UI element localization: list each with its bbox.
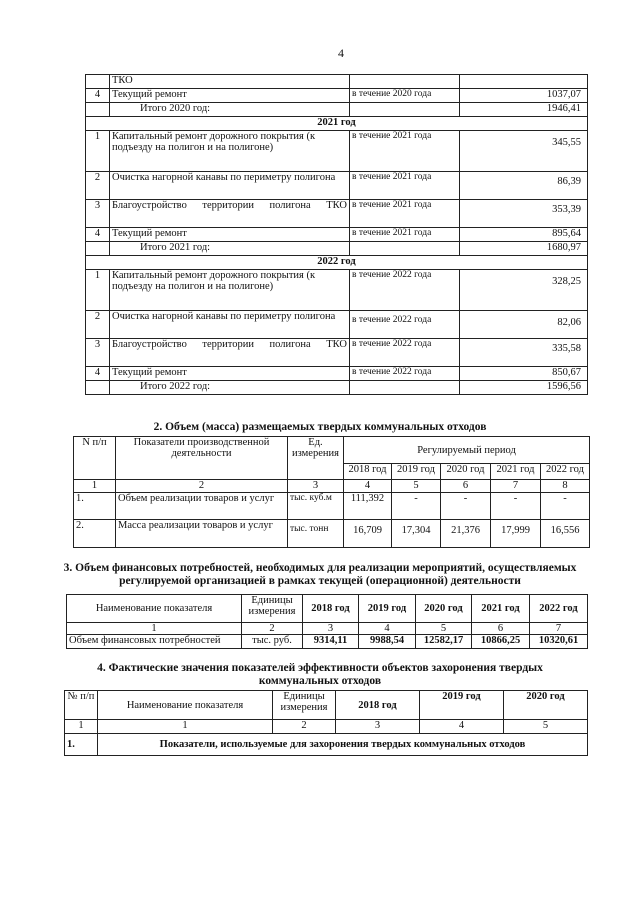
year-header: 2019 год (392, 464, 441, 480)
work-name: Капитальный ремонт дорожного покрытия (к подъезду на полигон и на полигоне) (110, 131, 350, 172)
value-cell: 10866,25 (472, 635, 530, 649)
col-index: 2 (242, 623, 303, 635)
indicator-name: Объем финансовых потребностей (67, 635, 242, 649)
col-index: 1 (67, 623, 242, 635)
col-header-num: № п/п (65, 691, 98, 720)
work-period: в течение 2020 года (350, 89, 460, 103)
year-header: 2020 год (416, 595, 472, 623)
value-cell: - (441, 493, 491, 520)
work-value: 353,39 (460, 200, 588, 228)
indicator-name: Масса реализации товаров и услуг (116, 520, 288, 548)
unit: тыс. тонн (288, 520, 344, 548)
year-header: 2019 год (420, 691, 504, 720)
year-header: 2018 год (344, 464, 392, 480)
index-row (65, 720, 588, 734)
index-row (74, 480, 590, 493)
work-value: 850,67 (460, 367, 588, 381)
row-number: 4 (86, 367, 110, 381)
year-header: 2021 год (472, 595, 530, 623)
table-row (74, 520, 590, 548)
section-4-title-line2: коммунальных отходов (258, 675, 382, 687)
value-cell: 10320,61 (530, 635, 588, 649)
total-value: 1680,97 (460, 242, 588, 256)
year-header: 2018 год (336, 691, 420, 720)
financial-needs-table (66, 594, 588, 649)
row-number: 4 (86, 228, 110, 242)
col-header-period: Регулируемый период (344, 437, 590, 464)
year-header: 2022 год (541, 464, 590, 480)
col-index: 2 (116, 480, 288, 493)
col-index: 4 (420, 720, 504, 734)
year-header (86, 256, 588, 270)
col-index: 5 (504, 720, 588, 734)
value-cell: 17,999 (491, 520, 541, 548)
col-index: 6 (472, 623, 530, 635)
col-header-unit: Ед. измерения (288, 437, 344, 480)
value-cell: 16,556 (541, 520, 590, 548)
col-index: 1 (74, 480, 116, 493)
section-3-title-line1: 3. Объем финансовых потребностей, необходимых для реализации мероприятий, осуществляемых (63, 562, 577, 574)
row-number: 3 (86, 200, 110, 228)
waste-volume-table (73, 436, 590, 548)
work-name: Текущий ремонт (110, 228, 350, 242)
work-value: 86,39 (460, 172, 588, 200)
table-row (86, 270, 588, 311)
col-header-name: Наименование показателя (98, 691, 273, 720)
section-3-title-line2: регулируемой организацией в рамках текущей (операционной) деятельности (119, 575, 521, 587)
col-index: 1 (65, 720, 98, 734)
page-number: 4 (338, 46, 344, 60)
year-label: 2022 год (86, 256, 588, 270)
table-row (86, 311, 588, 339)
total-row (86, 103, 588, 117)
index-row (67, 623, 588, 635)
row-number: 4 (86, 89, 110, 103)
section-4-title-line1: 4. Фактические значения показателей эффективности объектов захоронения твердых (97, 662, 543, 674)
year-header: 2018 год (303, 595, 359, 623)
total-value: 1596,56 (460, 381, 588, 395)
year-header (86, 117, 588, 131)
col-index: 5 (392, 480, 441, 493)
work-name: Текущий ремонт (110, 89, 350, 103)
total-label: Итого 2020 год: (110, 103, 350, 117)
value-cell: 16,709 (344, 520, 392, 548)
value-cell: 12582,17 (416, 635, 472, 649)
work-period: в течение 2022 года (350, 339, 460, 367)
col-index: 7 (530, 623, 588, 635)
work-value: 895,64 (460, 228, 588, 242)
work-name: Капитальный ремонт дорожного покрытия (к подъезду на полигон и на полигоне) (110, 270, 350, 311)
total-label: Итого 2021 год: (110, 242, 350, 256)
work-period: в течение 2021 года (350, 172, 460, 200)
work-value: 82,06 (460, 311, 588, 339)
col-index: 3 (288, 480, 344, 493)
col-header-name: Наименование показателя (67, 595, 242, 623)
total-row (86, 381, 588, 395)
table-row (86, 89, 588, 103)
col-index: 8 (541, 480, 590, 493)
year-header: 2022 год (530, 595, 588, 623)
work-period: в течение 2022 года (350, 270, 460, 311)
value-cell: 21,376 (441, 520, 491, 548)
indicator-name: Объем реализации товаров и услуг (116, 493, 288, 520)
col-index: 1 (98, 720, 273, 734)
work-period: в течение 2022 года (350, 311, 460, 339)
table-row (86, 367, 588, 381)
table-row (86, 75, 588, 89)
work-name: Очистка нагорной канавы по периметру полигона (110, 311, 350, 339)
row-number: 1 (86, 131, 110, 172)
work-name: Благоустройство территории полигона ТКО (110, 200, 350, 228)
col-header-unit: Единицы измерения (242, 595, 303, 623)
section-3-title (0, 562, 640, 588)
table-row (86, 131, 588, 172)
year-header: 2019 год (359, 595, 416, 623)
work-name: ТКО (110, 75, 350, 89)
year-header: 2021 год (491, 464, 541, 480)
row-number: 1. (65, 734, 98, 756)
row-number: 2 (86, 311, 110, 339)
col-index: 3 (336, 720, 420, 734)
row-number: 1 (86, 270, 110, 311)
value-cell: - (392, 493, 441, 520)
col-header-unit: Единицы измерения (273, 691, 336, 720)
col-index: 5 (416, 623, 472, 635)
value-cell: 17,304 (392, 520, 441, 548)
section-4-title (0, 662, 640, 688)
year-label: 2021 год (86, 117, 588, 131)
total-row (86, 242, 588, 256)
col-index: 2 (273, 720, 336, 734)
col-header-indicator: Показатели производственной деятельности (116, 437, 288, 480)
work-value: 1037,07 (460, 89, 588, 103)
row-number: 2 (86, 172, 110, 200)
work-name: Очистка нагорной канавы по периметру полигона (110, 172, 350, 200)
work-name: Текущий ремонт (110, 367, 350, 381)
value-cell: - (541, 493, 590, 520)
work-period: в течение 2022 года (350, 367, 460, 381)
section-2-title: 2. Объем (масса) размещаемых твердых коммунальных отходов (153, 421, 487, 433)
year-header: 2020 год (441, 464, 491, 480)
year-header: 2020 год (504, 691, 588, 720)
work-period: в течение 2021 года (350, 200, 460, 228)
col-index: 4 (359, 623, 416, 635)
work-value: 345,55 (460, 131, 588, 172)
col-index: 7 (491, 480, 541, 493)
table-row (86, 339, 588, 367)
col-index: 4 (344, 480, 392, 493)
table-row (86, 200, 588, 228)
works-table (85, 74, 588, 395)
value-cell: 9988,54 (359, 635, 416, 649)
row-number: 1. (74, 493, 116, 520)
table-row (86, 172, 588, 200)
section-row (65, 734, 588, 756)
table-row (74, 493, 590, 520)
efficiency-table (64, 690, 588, 756)
work-value: 335,58 (460, 339, 588, 367)
value-cell: 9314,11 (303, 635, 359, 649)
total-label: Итого 2022 год: (110, 381, 350, 395)
value-cell: - (491, 493, 541, 520)
col-index: 6 (441, 480, 491, 493)
work-period: в течение 2021 года (350, 131, 460, 172)
work-period: в течение 2021 года (350, 228, 460, 242)
row-number: 3 (86, 339, 110, 367)
section-row-label: Показатели, используемые для захоронения твердых коммунальных отходов (98, 734, 588, 756)
col-header-num: N п/п (74, 437, 116, 480)
unit: тыс. руб. (242, 635, 303, 649)
row-number: 2. (74, 520, 116, 548)
table-row (86, 228, 588, 242)
work-name: Благоустройство территории полигона ТКО (110, 339, 350, 367)
work-value: 328,25 (460, 270, 588, 311)
table-row (67, 635, 588, 649)
total-value: 1946,41 (460, 103, 588, 117)
unit: тыс. куб.м (288, 493, 344, 520)
col-index: 3 (303, 623, 359, 635)
value-cell: 111,392 (344, 493, 392, 520)
